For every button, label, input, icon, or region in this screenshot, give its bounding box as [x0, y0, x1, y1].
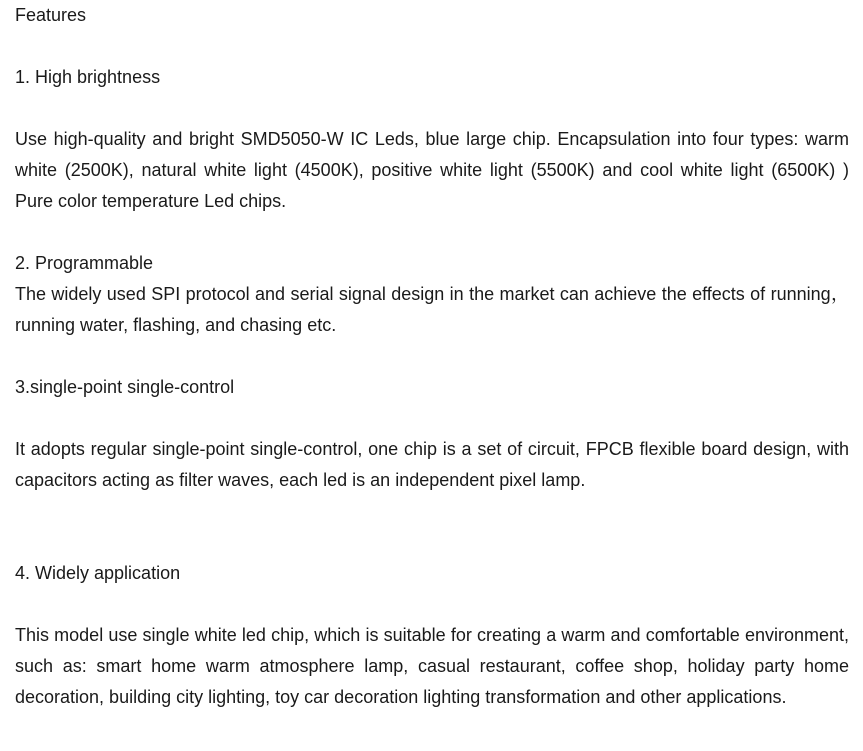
- section-body-programmable: The widely used SPI protocol and serial signal design in the market can achieve the effects of running， running water, flashing, and chasing etc.: [15, 284, 849, 335]
- spacer: [15, 217, 849, 248]
- document-title: Features: [15, 5, 87, 25]
- section-heading-programmable: 2. Programmable: [15, 253, 154, 273]
- spacer: [15, 31, 849, 62]
- spacer: [15, 496, 849, 558]
- section-body-single-control: It adopts regular single-point single-control, one chip is a set of circuit, FPCB flexible board design, with capacitors acting as filter waves, each led is an independent pixel lamp.: [15, 439, 849, 490]
- section-body-widely-application: This model use single white led chip, which is suitable for creating a warm and comfortable environment, such as: smart home warm atmosphere lamp, casual restaurant, coffee shop, holiday party home decoration, building city lighting, toy car decoration lighting transformation and other applications.: [15, 625, 849, 707]
- spacer: [15, 93, 849, 124]
- section-body-high-brightness: Use high-quality and bright SMD5050-W IC Leds, blue large chip. Encapsulation into four types: warm white (2500K), natural white light (4500K), positive white light (5500K) and cool white light (6500K) ) Pure color temperature Led chips.: [15, 129, 849, 211]
- spacer: [15, 403, 849, 434]
- section-heading-single-control: 3.single-point single-control: [15, 377, 235, 397]
- section-heading-widely-application: 4. Widely application: [15, 563, 181, 583]
- spacer: [15, 589, 849, 620]
- section-heading-high-brightness: 1. High brightness: [15, 67, 161, 87]
- document-body: [15, 0, 849, 713]
- spacer: [15, 341, 849, 372]
